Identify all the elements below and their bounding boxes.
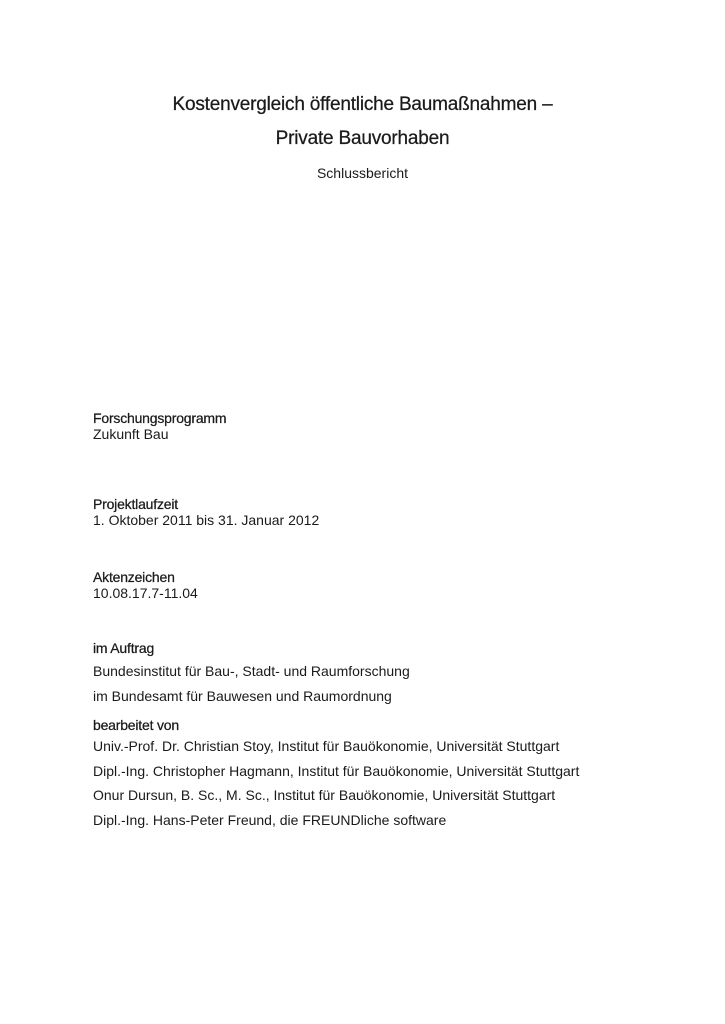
editor-line: Onur Dursun, B. Sc., M. Sc., Institut für Bauökonomie, Universität Stuttgart <box>93 787 556 803</box>
section-file-number <box>93 569 653 601</box>
project-runtime-value: 1. Oktober 2011 bis 31. Januar 2012 <box>93 512 320 528</box>
edited-by-lines <box>93 734 653 832</box>
edited-by-label: bearbeitet von <box>93 717 179 733</box>
section-research-program <box>93 410 653 442</box>
research-program-label: Forschungsprogramm <box>93 410 227 426</box>
commissioned-by-lines <box>93 659 653 708</box>
file-number-value: 10.08.17.7-11.04 <box>93 585 198 601</box>
editor-line: Univ.-Prof. Dr. Christian Stoy, Institut für Bauökonomie, Universität Stuttgart <box>93 738 560 754</box>
file-number-label: Aktenzeichen <box>93 569 175 585</box>
commissioned-by-line: im Bundesamt für Bauwesen und Raumordnung <box>93 687 392 704</box>
project-runtime-label: Projektlaufzeit <box>93 496 178 512</box>
section-commissioned-by <box>93 640 653 708</box>
editor-line: Dipl.-Ing. Hans-Peter Freund, die FREUNDliche software <box>93 811 447 828</box>
title-block <box>0 88 725 182</box>
editor-line: Dipl.-Ing. Christopher Hagmann, Institut für Bauökonomie, Universität Stuttgart <box>93 762 580 779</box>
research-program-value: Zukunft Bau <box>93 426 169 442</box>
document-title-line-1: Kostenvergleich öffentliche Baumaßnahmen – <box>172 94 553 115</box>
section-edited-by <box>93 717 653 832</box>
commissioned-by-label: im Auftrag <box>93 640 155 656</box>
commissioned-by-line: Bundesinstitut für Bau-, Stadt- und Raumforschung <box>93 663 410 679</box>
document-title-line-2: Private Bauvorhaben <box>275 128 450 149</box>
section-project-runtime <box>93 496 653 528</box>
document-subtitle: Schlussbericht <box>316 165 409 181</box>
